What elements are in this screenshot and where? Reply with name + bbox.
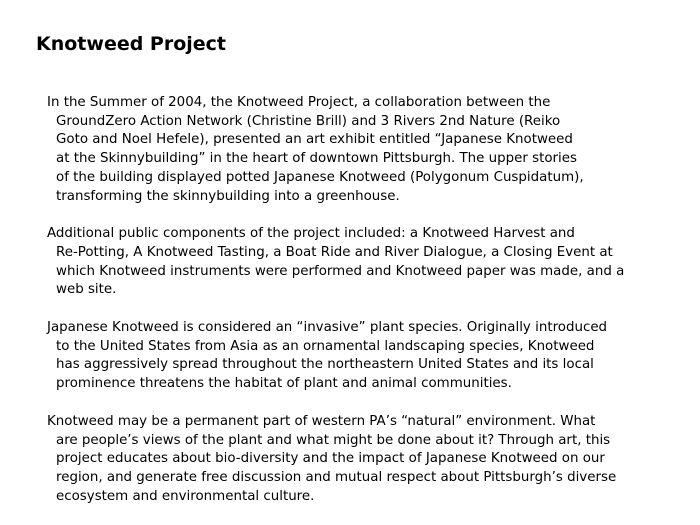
paragraph-line: prominence threatens the habitat of plant and animal communities.	[56, 376, 512, 392]
paragraph-line: of the building displayed potted Japanese Knotweed (Polygonum Cuspidatum),	[56, 169, 584, 185]
paragraph-line: ecosystem and environmental culture.	[56, 488, 315, 504]
paragraph-line: has aggressively spread throughout the northeastern United States and its local	[56, 357, 594, 373]
paragraph-line: Japanese Knotweed is considered an “invasive” plant species. Originally introduced	[47, 320, 608, 336]
page-title: Knotweed Project	[36, 33, 227, 55]
paragraph-line: Re-Potting, A Knotweed Tasting, a Boat Ride and River Dialogue, a Closing Event at	[56, 244, 613, 260]
paragraph-line: region, and generate free discussion and mutual respect about Pittsburgh’s diverse	[56, 469, 617, 485]
paragraph-line: web site.	[56, 282, 117, 298]
paragraph-line: In the Summer of 2004, the Knotweed Project, a collaboration between the	[47, 95, 551, 110]
paragraph-invasive	[47, 319, 667, 394]
paragraph-exhibit	[47, 94, 667, 206]
paragraph-line: to the United States from Asia as an ornamental landscaping species, Knotweed	[56, 338, 595, 354]
paragraph-line: Goto and Noel Hefele), presented an art exhibit entitled “Japanese Knotweed	[56, 132, 573, 148]
paragraph-line: Knotweed may be a permanent part of western PA’s “natural” environment. What	[47, 413, 596, 429]
paragraph-line: at the Skinnybuilding” in the heart of downtown Pittsburgh. The upper stories	[56, 151, 577, 167]
paragraph-line: which Knotweed instruments were performed and Knotweed paper was made, and a	[56, 263, 625, 279]
paragraph-line: are people’s views of the plant and what might be done about it? Through art, this	[56, 432, 611, 448]
body-text	[47, 94, 667, 525]
paragraph-line: GroundZero Action Network (Christine Brill) and 3 Rivers 2nd Nature (Reiko	[56, 113, 561, 129]
paragraph-line: Additional public components of the project included: a Knotweed Harvest and	[47, 226, 575, 242]
paragraph-components	[47, 225, 667, 300]
paragraph-line: project educates about bio-diversity and the impact of Japanese Knotweed on our	[56, 451, 605, 467]
paragraph-line: transforming the skinnybuilding into a greenhouse.	[56, 188, 400, 204]
paragraph-environment	[47, 413, 667, 507]
